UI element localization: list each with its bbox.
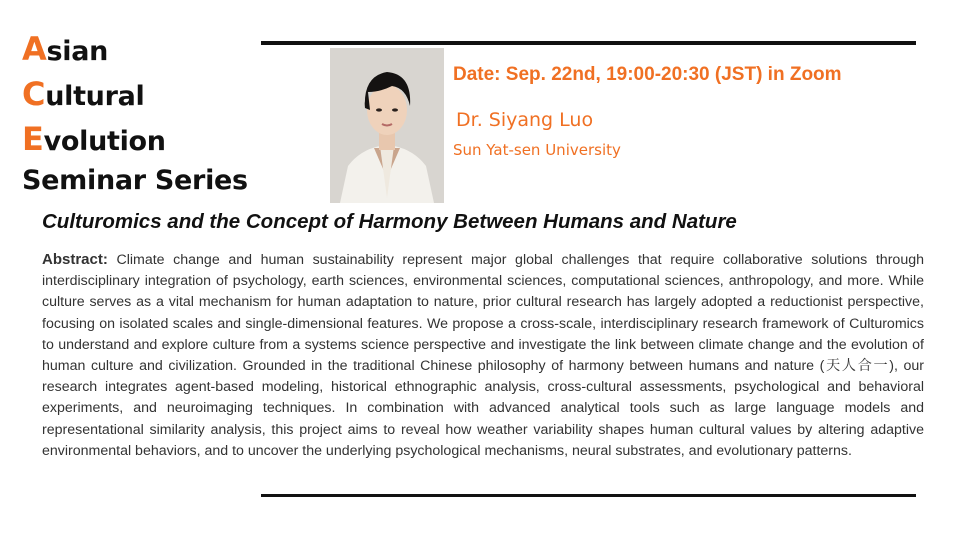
bottom-divider [261,494,916,497]
top-divider [261,41,916,45]
speaker-affiliation: Sun Yat-sen University [453,141,621,159]
series-line-asian [22,28,248,73]
initial-c: C [22,75,46,113]
series-word-asian: sian [46,36,109,67]
speaker-photo [330,48,444,203]
series-line-evolution [22,118,248,163]
series-line-cultural [22,73,248,118]
talk-title: Culturomics and the Concept of Harmony Between Humans and Nature [42,210,737,233]
initial-e: E [22,120,44,158]
abstract-label: Abstract: [42,251,108,268]
event-date: Date: Sep. 22nd, 19:00-20:30 (JST) in Zoom [453,64,842,85]
series-word-cultural: ultural [45,81,145,112]
series-line-seminar: Seminar Series [22,165,248,196]
speaker-name: Dr. Siyang Luo [456,109,594,131]
initial-a: A [22,30,47,68]
abstract-paragraph [42,249,924,462]
seminar-series-logo [22,28,248,199]
abstract-text: Climate change and human sustainability represent major global challenges that require collaborative solutions through interdisciplinary integration of psychology, earth sciences, environmental sciences, computational sciences, anthropology, and more. While culture serves as a vital mechanism for human adaptation to nature, prior cultural research has largely adopted a reductionist perspective, focusing on isolated scales and single-dimensional features. We propose a cross-scale, interdisciplinary research framework of Culturomics to understand and explore culture from a systems science perspective and investigate the link between climate change and the evolution of human culture and civilization. Grounded in the traditional Chinese philosophy of harmony between humans and nature (天人合一), our research integrates agent-based modeling, historical ethnographic analysis, cross-cultural assessments, psychological and behavioral experiments, and neuroimaging techniques. In combination with advanced analytical tools such as large language models and representational similarity analysis, this project aims to reveal how weather variability shapes human cultural values by altering adaptive environmental behaviors, and to uncover the underlying psychological mechanisms, neural substrates, and evolutionary patterns. [42,252,924,459]
speaker-portrait-illustration [330,48,444,203]
series-word-evolution: volution [43,126,166,157]
